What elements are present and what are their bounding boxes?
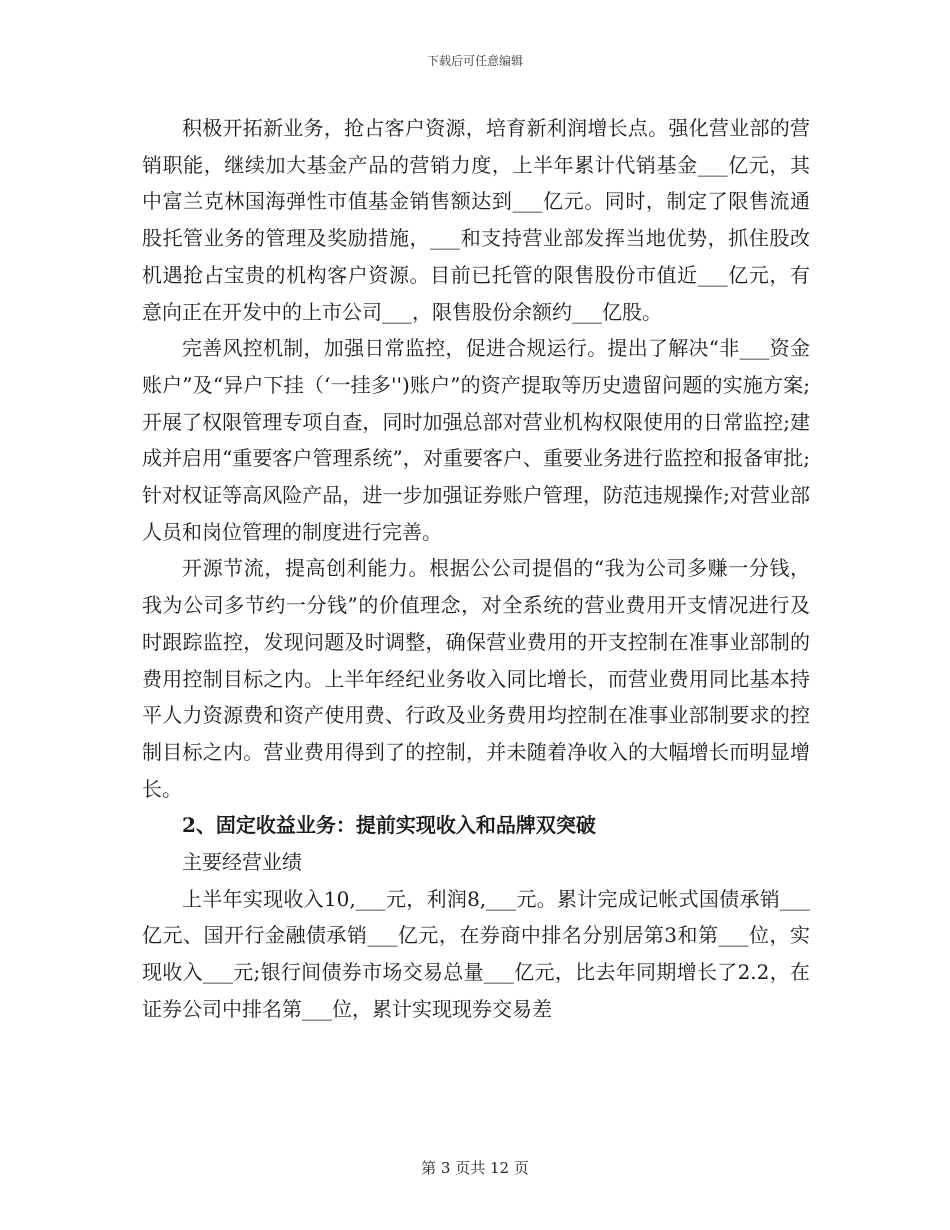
document-body — [142, 110, 810, 1028]
page-number-footer: 第 3 页共 12 页 — [421, 1159, 529, 1177]
paragraph-cost-control: 开源节流，提高创利能力。根据公公司提倡的“我为公司多赚一分钱，我为公司多节约一分钱”的价值理念，对全系统的营业费用开支情况进行及时跟踪监控，发现问题及时调整，确保营业费用的开支控制在准事业部制的费用控制目标之内。上半年经纪业务收入同比增长，而营业费用同比基本持平人力资源费和资产使用费、行政及业务费用均控制在准事业部制要求的控制目标之内。营业费用得到了的控制，并未随着净收入的大幅增长而明显增长。 — [142, 556, 810, 801]
paragraph-risk-control: 完善风控机制，加强日常监控，促进合规运行。提出了解决“非___资金账户”及“异户下挂（‘一挂多'')账户”的资产提取等历史遗留问题的实施方案;开展了权限管理专项自查，同时加强总部对营业机构权限使用的日常监控;建成并启用“重要客户管理系统”，对重要客户、重要业务进行监控和报备审批;针对权证等高风险产品，进一步加强证券账户管理，防范违规操作;对营业部人员和岗位管理的制度进行完善。 — [142, 336, 810, 544]
paragraph-results: 上半年实现收入10,___元，利润8,___元。累计完成记帐式国债承销___亿元、国开行金融债承销___亿元，在券商中排名分别居第3和第___位，实现收入___元;银行间债券市场交易总量___亿元，比去年同期增长了2.2，在证券公司中排名第___位，累计实现现券交易差 — [142, 886, 810, 1021]
section-heading-fixed-income: 2、固定收益业务：提前实现收入和品牌双突破 — [182, 813, 596, 838]
page-header: 下载后可任意编辑 — [426, 54, 523, 68]
subheading-main-results: 主要经营业绩 — [182, 850, 302, 875]
paragraph-new-business: 积极开拓新业务，抢占客户资源，培育新利润增长点。强化营业部的营销职能，继续加大基金产品的营销力度，上半年累计代销基金___亿元，其中富兰克林国海弹性市值基金销售额达到___亿元。同时，制定了限售流通股托管业务的管理及奖励措施，___和支持营业部发挥当地优势，抓住股改机遇抢占宝贵的机构客户资源。目前已托管的限售股份市值近___亿元，有意向正在开发中的上市公司___，限售股份余额约___亿股。 — [142, 116, 810, 324]
